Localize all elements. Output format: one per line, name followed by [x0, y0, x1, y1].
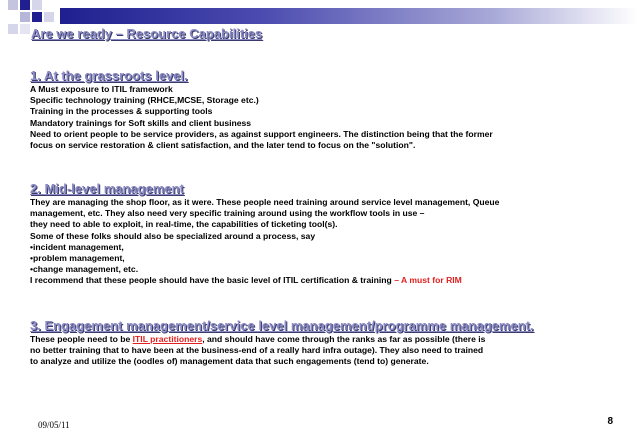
section-engagement	[30, 318, 625, 368]
text-line: management, etc. They also need very specific training around using the workflow tools in use –	[30, 208, 425, 219]
square-4	[20, 12, 30, 22]
footer-date: 09/05/11	[38, 420, 70, 430]
square-7	[8, 24, 18, 34]
text-line: Some of these folks should also be specialized around a process, say	[30, 230, 316, 241]
square-1	[8, 0, 18, 10]
itil-practitioners-highlight: ITIL practitioners	[132, 334, 203, 344]
text-line: no better training that to have been at the business-end of a really hard infra outage). They also need to trained	[30, 345, 484, 356]
text-line: A Must exposure to ITIL framework	[30, 84, 173, 94]
rim-highlight: – A must for RIM	[394, 275, 462, 286]
section-mid-level	[30, 181, 625, 287]
text-line: focus on service restoration & client satisfaction, and the later tend to focus on the "solution".	[30, 140, 416, 151]
section-heading: 3. Engagement management/service level management/programme management.	[30, 318, 534, 333]
square-8	[20, 24, 30, 34]
section-heading: 2. Mid-level management	[30, 181, 184, 196]
text-line: they need to able to exploit, in real-time, the capabilities of ticketing tool(s).	[30, 219, 338, 230]
list-item: •problem management,	[30, 253, 125, 264]
title-gradient-bar	[60, 8, 638, 24]
text-line: Specific technology training (RHCE,MCSE, Storage etc.)	[30, 95, 259, 106]
text-line: Need to orient people to be service providers, as against support engineers. The distinction being that the former	[30, 128, 493, 139]
list-item: •incident management,	[30, 241, 124, 252]
slide-title: Are we ready – Resource Capabilities	[31, 26, 263, 41]
text-line: to analyze and utilize the (oodles of) management data that such engagements (tend to) generate.	[30, 356, 429, 367]
square-6	[44, 12, 54, 22]
recommendation-text: I recommend that these people should have the basic level of ITIL certification & training	[30, 275, 395, 286]
line-suffix: , and should have come through the ranks as far as possible (there is	[202, 334, 486, 344]
text-line: Mandatory trainings for Soft skills and client business	[30, 117, 252, 128]
square-3	[32, 0, 42, 10]
page-number: 8	[607, 416, 613, 427]
text-line	[30, 334, 625, 345]
section-heading: 1. At the grassroots level.	[30, 68, 188, 83]
recommendation-line	[30, 275, 625, 286]
square-2	[20, 0, 30, 10]
text-line: Training in the processes & supporting tools	[30, 106, 213, 117]
list-item: •change management, etc.	[30, 264, 139, 275]
square-5	[32, 12, 42, 22]
text-line: They are managing the shop floor, as it were. These people need training around service level management, Queue	[30, 197, 500, 207]
section-grassroots	[30, 68, 625, 151]
line-prefix: These people need to be	[30, 334, 133, 344]
